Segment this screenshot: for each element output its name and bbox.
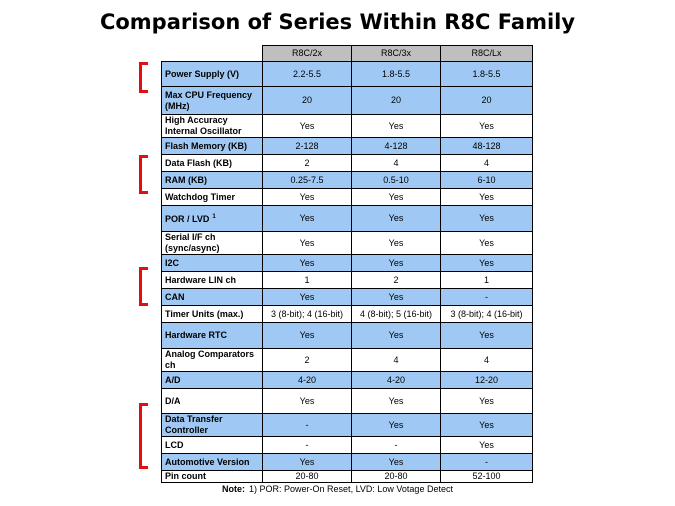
value-cell: Yes (352, 255, 441, 272)
feature-label: Automotive Version (165, 456, 250, 467)
feature-cell (162, 306, 263, 323)
value-cell: - (441, 289, 533, 306)
value-cell: Yes (441, 206, 533, 232)
value-cell: Yes (263, 232, 352, 255)
feature-label: Timer Units (max.) (165, 308, 244, 319)
feature-label: Max CPU Frequency (MHz) (165, 89, 253, 111)
value-cell: Yes (263, 189, 352, 206)
table-row (162, 372, 533, 389)
table-row (162, 172, 533, 189)
value-cell: 20 (352, 87, 441, 115)
comparison-table (161, 45, 533, 483)
value-cell: 1.8-5.5 (441, 62, 533, 87)
feature-cell (162, 289, 263, 306)
value-cell: Yes (352, 232, 441, 255)
value-cell: Yes (352, 414, 441, 437)
value-cell: Yes (352, 454, 441, 471)
value-cell: 1 (441, 272, 533, 289)
feature-cell (162, 454, 263, 471)
value-cell: Yes (441, 389, 533, 414)
value-cell: Yes (263, 289, 352, 306)
value-cell: 2-128 (263, 138, 352, 155)
value-cell: 20-80 (352, 471, 441, 483)
value-cell: 6-10 (441, 172, 533, 189)
feature-cell (162, 155, 263, 172)
group-bracket-interfaces (139, 267, 148, 306)
value-cell: 2 (352, 272, 441, 289)
feature-cell (162, 437, 263, 454)
footnote-marker: 1 (212, 214, 216, 220)
footnote (0, 484, 675, 494)
value-cell: 2 (263, 155, 352, 172)
feature-label: LCD (165, 439, 184, 450)
value-cell: 4 (352, 155, 441, 172)
feature-cell (162, 414, 263, 437)
column-header: R8C/3x (352, 46, 441, 62)
feature-cell (162, 172, 263, 189)
value-cell: Yes (263, 255, 352, 272)
value-cell: 4 (8-bit); 5 (16-bit) (352, 306, 441, 323)
value-cell: Yes (263, 389, 352, 414)
feature-cell (162, 115, 263, 138)
value-cell: 48-128 (441, 138, 533, 155)
feature-label: Pin count (165, 471, 206, 481)
table-row (162, 349, 533, 372)
value-cell: 3 (8-bit); 4 (16-bit) (441, 306, 533, 323)
feature-label: Hardware RTC (165, 330, 228, 340)
value-cell: Yes (352, 189, 441, 206)
feature-label: POR / LVD (165, 214, 210, 224)
value-cell: - (441, 454, 533, 471)
value-cell: 4 (441, 349, 533, 372)
value-cell: Yes (263, 115, 352, 138)
table-row (162, 255, 533, 272)
footnote-label: Note: (222, 484, 246, 494)
column-header: R8C/2x (263, 46, 352, 62)
value-cell: Yes (441, 189, 533, 206)
table-row (162, 437, 533, 454)
value-cell: Yes (352, 206, 441, 232)
slide-title: Comparison of Series Within R8C Family (99, 10, 576, 34)
table-row (162, 414, 533, 437)
feature-label: Serial I/F ch (sync/async) (165, 232, 220, 253)
feature-cell (162, 189, 263, 206)
table-row (162, 323, 533, 349)
feature-cell (162, 62, 263, 87)
table-row (162, 62, 533, 87)
value-cell: 0.25-7.5 (263, 172, 352, 189)
value-cell: Yes (352, 115, 441, 138)
header-corner (162, 46, 263, 62)
feature-cell (162, 471, 263, 483)
feature-cell (162, 323, 263, 349)
value-cell: 4-128 (352, 138, 441, 155)
table-row (162, 206, 533, 232)
value-cell: 0.5-10 (352, 172, 441, 189)
table-row (162, 454, 533, 471)
feature-cell (162, 255, 263, 272)
feature-label: D/A (165, 395, 181, 406)
value-cell: Yes (441, 255, 533, 272)
feature-label: High Accuracy Internal Oscillator (165, 115, 242, 136)
value-cell: 20 (441, 87, 533, 115)
group-bracket-memory (139, 155, 148, 194)
feature-cell (162, 272, 263, 289)
value-cell: 4 (441, 155, 533, 172)
value-cell: 4 (352, 349, 441, 372)
table-row (162, 471, 533, 483)
table-row (162, 389, 533, 414)
value-cell: 3 (8-bit); 4 (16-bit) (263, 306, 352, 323)
feature-label: Hardware LIN ch (165, 274, 237, 285)
value-cell: Yes (441, 323, 533, 349)
table-row (162, 306, 533, 323)
value-cell: Yes (441, 115, 533, 138)
feature-label: CAN (165, 291, 185, 302)
table-row (162, 272, 533, 289)
value-cell: 4-20 (263, 372, 352, 389)
value-cell: 2.2-5.5 (263, 62, 352, 87)
feature-label: Flash Memory (KB) (165, 140, 248, 151)
group-bracket-power (139, 62, 148, 93)
value-cell: Yes (263, 323, 352, 349)
value-cell: Yes (441, 414, 533, 437)
value-cell: Yes (352, 289, 441, 306)
value-cell: 1.8-5.5 (352, 62, 441, 87)
value-cell: 20-80 (263, 471, 352, 483)
table-row (162, 232, 533, 255)
footnote-text: 1) POR: Power-On Reset, LVD: Low Votage Detect (249, 484, 453, 494)
table-row (162, 115, 533, 138)
value-cell: 20 (263, 87, 352, 115)
feature-label: Data Flash (KB) (165, 157, 233, 168)
value-cell: Yes (263, 454, 352, 471)
feature-cell (162, 349, 263, 372)
feature-label: Watchdog Timer (165, 191, 236, 202)
value-cell: 12-20 (441, 372, 533, 389)
value-cell: 4-20 (352, 372, 441, 389)
table-header-row (162, 46, 533, 62)
feature-cell (162, 206, 263, 232)
value-cell: Yes (352, 323, 441, 349)
value-cell: - (263, 414, 352, 437)
value-cell: Yes (441, 437, 533, 454)
table-row (162, 87, 533, 115)
table-row (162, 155, 533, 172)
feature-cell (162, 87, 263, 115)
table-row (162, 189, 533, 206)
feature-label: I2C (165, 257, 180, 268)
feature-label: A/D (165, 374, 181, 385)
feature-cell (162, 232, 263, 255)
value-cell: 1 (263, 272, 352, 289)
table-row (162, 289, 533, 306)
value-cell: 2 (263, 349, 352, 372)
group-bracket-misc (139, 403, 148, 469)
feature-cell (162, 372, 263, 389)
value-cell: Yes (263, 206, 352, 232)
value-cell: 52-100 (441, 471, 533, 483)
value-cell: - (352, 437, 441, 454)
feature-label: RAM (KB) (165, 174, 207, 185)
feature-label: Power Supply (V) (165, 68, 240, 79)
table-row (162, 138, 533, 155)
column-header: R8C/Lx (441, 46, 533, 62)
value-cell: - (263, 437, 352, 454)
value-cell: Yes (352, 389, 441, 414)
value-cell: Yes (441, 232, 533, 255)
feature-cell (162, 389, 263, 414)
feature-cell (162, 138, 263, 155)
feature-label: Analog Comparators ch (165, 349, 255, 370)
feature-label: Data Transfer Controller (165, 414, 223, 435)
